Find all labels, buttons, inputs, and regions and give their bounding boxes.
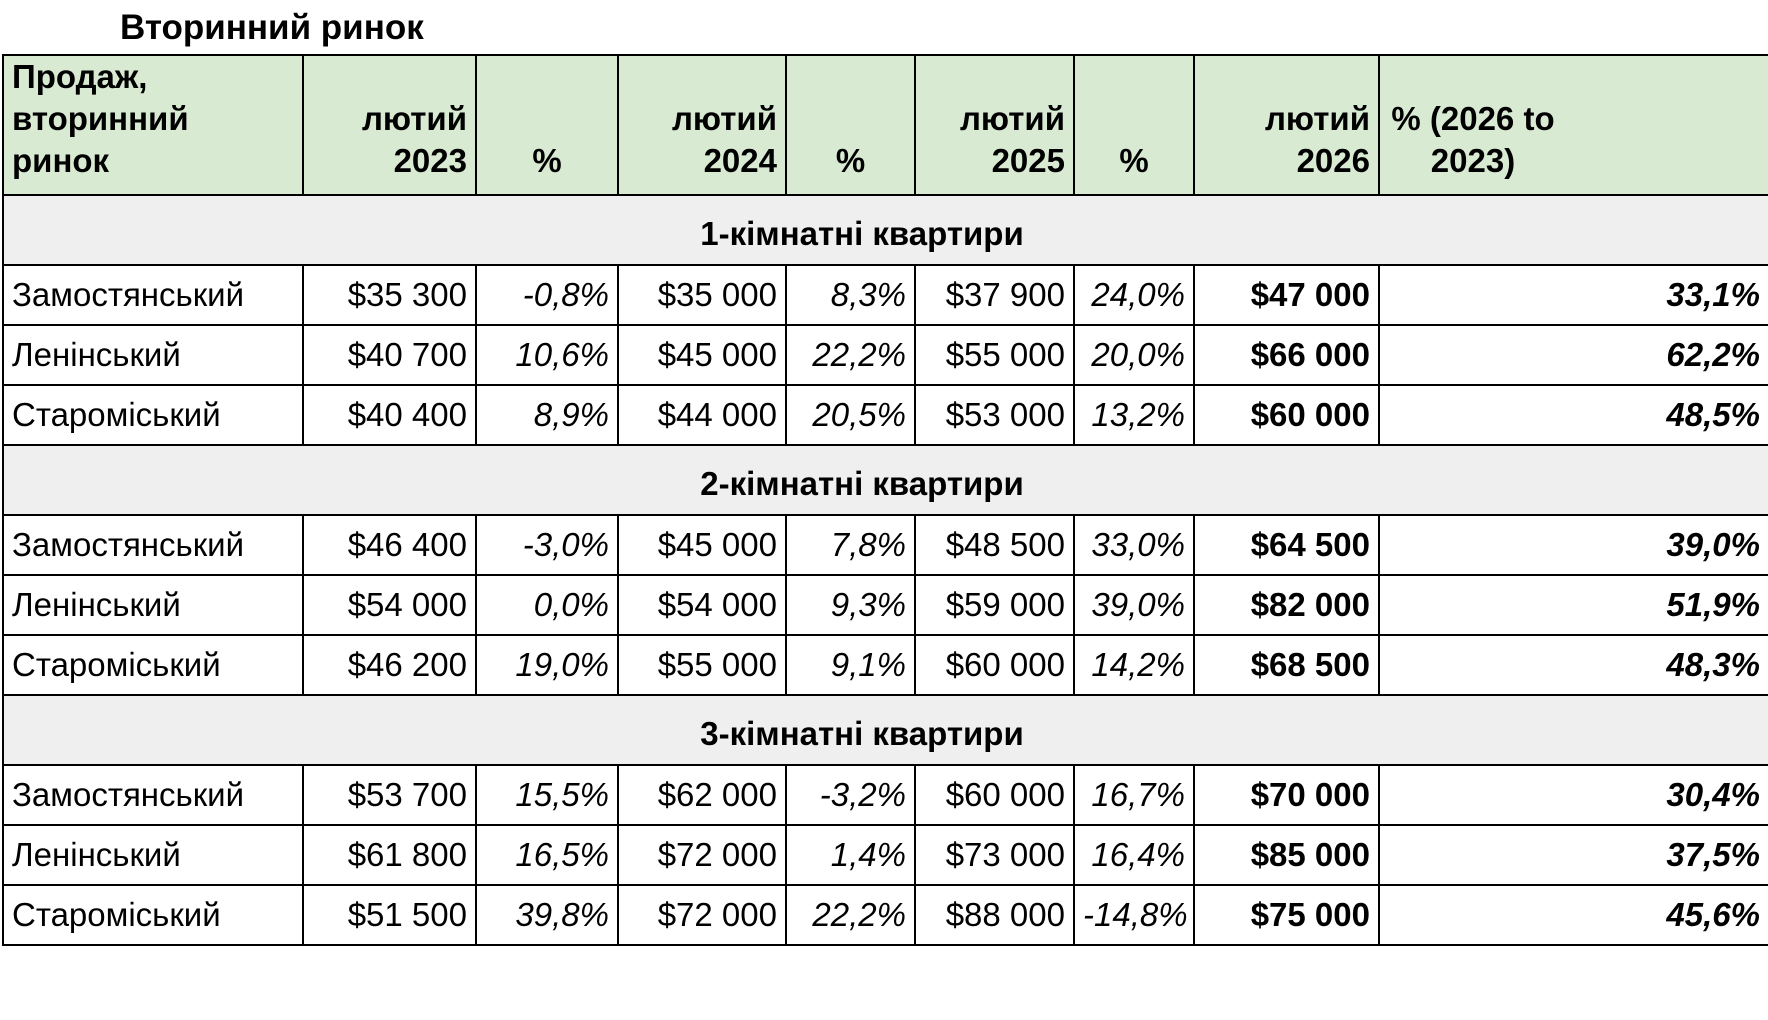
pct-2024-cell: 20,5% (786, 385, 915, 445)
section-title: 1-кімнатні квартири (3, 195, 1768, 265)
header-pct-2025: % (1074, 55, 1194, 195)
table-row (3, 885, 1768, 945)
pct-2025-cell: 39,0% (1074, 575, 1194, 635)
price-2023-cell: $40 700 (303, 325, 476, 385)
pct-2024-cell: 9,3% (786, 575, 915, 635)
header-pct-2023: % (476, 55, 618, 195)
table-row (3, 575, 1768, 635)
district-cell: Староміський (3, 885, 303, 945)
header-feb-2024: лютий 2024 (618, 55, 786, 195)
table-row (3, 635, 1768, 695)
price-2025-cell: $53 000 (915, 385, 1074, 445)
price-2023-cell: $35 300 (303, 265, 476, 325)
price-2025-cell: $59 000 (915, 575, 1074, 635)
pct-2026-to-2023-cell: 30,4% (1379, 765, 1768, 825)
pct-2026-to-2023-cell: 48,3% (1379, 635, 1768, 695)
pct-2026-to-2023-cell: 45,6% (1379, 885, 1768, 945)
district-cell: Староміський (3, 635, 303, 695)
section-row (3, 695, 1768, 765)
header-feb-2023: лютий 2023 (303, 55, 476, 195)
pct-2024-cell: 22,2% (786, 325, 915, 385)
price-2025-cell: $60 000 (915, 765, 1074, 825)
pct-2023-cell: 10,6% (476, 325, 618, 385)
district-cell: Ленінський (3, 825, 303, 885)
district-cell: Ленінський (3, 325, 303, 385)
pct-2026-to-2023-cell: 39,0% (1379, 515, 1768, 575)
pct-2026-to-2023-cell: 33,1% (1379, 265, 1768, 325)
pct-2025-cell: 20,0% (1074, 325, 1194, 385)
pct-2026-to-2023-cell: 48,5% (1379, 385, 1768, 445)
pct-2023-cell: 16,5% (476, 825, 618, 885)
price-2025-cell: $37 900 (915, 265, 1074, 325)
header-district: Продаж, вторинний ринок (3, 55, 303, 195)
table-row (3, 825, 1768, 885)
pct-2024-cell: 9,1% (786, 635, 915, 695)
table-row (3, 265, 1768, 325)
price-2026-cell: $75 000 (1194, 885, 1379, 945)
pct-2023-cell: 15,5% (476, 765, 618, 825)
price-2025-cell: $88 000 (915, 885, 1074, 945)
table-row (3, 765, 1768, 825)
price-2023-cell: $61 800 (303, 825, 476, 885)
price-2024-cell: $45 000 (618, 515, 786, 575)
header-row (3, 55, 1768, 195)
price-2025-cell: $55 000 (915, 325, 1074, 385)
price-table (2, 54, 1768, 946)
price-2025-cell: $60 000 (915, 635, 1074, 695)
pct-2025-cell: 33,0% (1074, 515, 1194, 575)
price-2023-cell: $46 400 (303, 515, 476, 575)
table-row (3, 385, 1768, 445)
pct-2023-cell: -3,0% (476, 515, 618, 575)
price-2024-cell: $72 000 (618, 825, 786, 885)
price-2025-cell: $73 000 (915, 825, 1074, 885)
price-2024-cell: $44 000 (618, 385, 786, 445)
price-2023-cell: $54 000 (303, 575, 476, 635)
price-2023-cell: $46 200 (303, 635, 476, 695)
price-2023-cell: $40 400 (303, 385, 476, 445)
price-2026-cell: $47 000 (1194, 265, 1379, 325)
pct-2023-cell: 0,0% (476, 575, 618, 635)
price-2024-cell: $62 000 (618, 765, 786, 825)
price-2026-cell: $60 000 (1194, 385, 1379, 445)
pct-2025-cell: 14,2% (1074, 635, 1194, 695)
pct-2026-to-2023-cell: 51,9% (1379, 575, 1768, 635)
price-2023-cell: $53 700 (303, 765, 476, 825)
district-cell: Замостянський (3, 265, 303, 325)
price-2024-cell: $45 000 (618, 325, 786, 385)
district-cell: Замостянський (3, 515, 303, 575)
header-feb-2026: лютий 2026 (1194, 55, 1379, 195)
table-row (3, 325, 1768, 385)
header-pct-2024: % (786, 55, 915, 195)
pct-2023-cell: 8,9% (476, 385, 618, 445)
price-2024-cell: $55 000 (618, 635, 786, 695)
pct-2026-to-2023-cell: 37,5% (1379, 825, 1768, 885)
section-row (3, 445, 1768, 515)
section-title: 3-кімнатні квартири (3, 695, 1768, 765)
header-feb-2025: лютий 2025 (915, 55, 1074, 195)
pct-2026-to-2023-cell: 62,2% (1379, 325, 1768, 385)
table-body (3, 195, 1768, 945)
price-2026-cell: $66 000 (1194, 325, 1379, 385)
pct-2025-cell: 24,0% (1074, 265, 1194, 325)
price-2026-cell: $68 500 (1194, 635, 1379, 695)
pct-2025-cell: 16,4% (1074, 825, 1194, 885)
district-cell: Ленінський (3, 575, 303, 635)
pct-2024-cell: 22,2% (786, 885, 915, 945)
table-row (3, 515, 1768, 575)
pct-2024-cell: 1,4% (786, 825, 915, 885)
price-2024-cell: $72 000 (618, 885, 786, 945)
price-2026-cell: $85 000 (1194, 825, 1379, 885)
pct-2024-cell: 7,8% (786, 515, 915, 575)
pct-2023-cell: 39,8% (476, 885, 618, 945)
price-2023-cell: $51 500 (303, 885, 476, 945)
pct-2025-cell: -14,8% (1074, 885, 1194, 945)
header-pct-2026-to-2023: % (2026 to 2023) (1379, 55, 1768, 195)
price-2024-cell: $35 000 (618, 265, 786, 325)
section-title: 2-кімнатні квартири (3, 445, 1768, 515)
pct-2023-cell: 19,0% (476, 635, 618, 695)
pct-2024-cell: -3,2% (786, 765, 915, 825)
district-cell: Староміський (3, 385, 303, 445)
price-2026-cell: $82 000 (1194, 575, 1379, 635)
pct-2024-cell: 8,3% (786, 265, 915, 325)
price-2025-cell: $48 500 (915, 515, 1074, 575)
district-cell: Замостянський (3, 765, 303, 825)
pct-2025-cell: 16,7% (1074, 765, 1194, 825)
price-2026-cell: $64 500 (1194, 515, 1379, 575)
page-title: Вторинний ринок (120, 8, 424, 47)
price-2026-cell: $70 000 (1194, 765, 1379, 825)
pct-2025-cell: 13,2% (1074, 385, 1194, 445)
section-row (3, 195, 1768, 265)
pct-2023-cell: -0,8% (476, 265, 618, 325)
price-2024-cell: $54 000 (618, 575, 786, 635)
